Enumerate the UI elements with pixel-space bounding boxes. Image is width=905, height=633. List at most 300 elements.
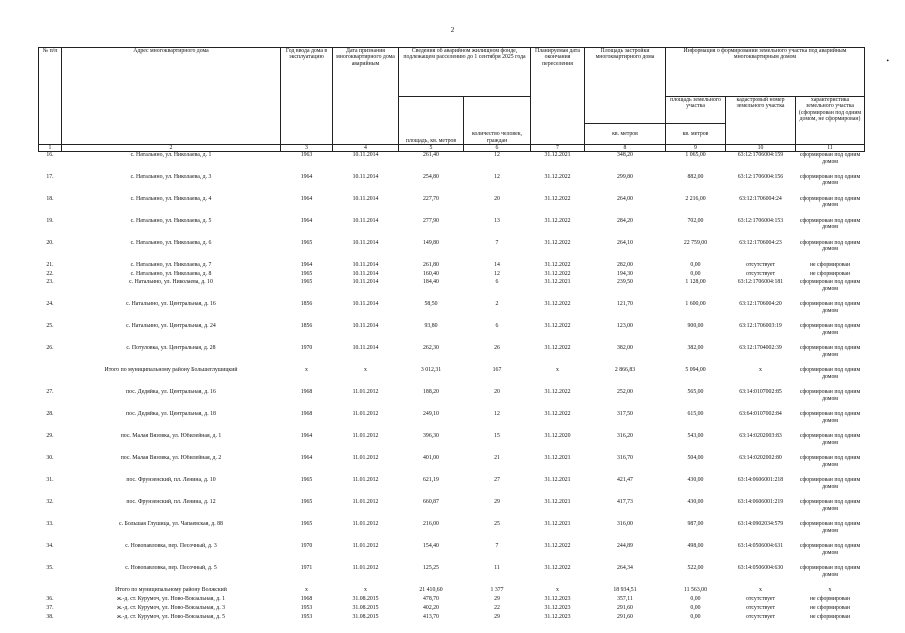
year-cell: 1964 [300,433,313,440]
address-cell: пос. Малая Вязовка, ул. Юбилейная, д. 1 [120,433,222,440]
address-cell: Итого по муниципальному району Большеглушицкий [104,367,238,374]
year-cell: 1953 [300,613,313,620]
land-area-cell: 702,00 [687,217,704,224]
table-row [39,196,865,218]
land-area-cell: 1 600,00 [685,301,706,308]
table-row [39,152,865,174]
row-number: 28. [46,411,54,418]
address-cell: пос. Малая Вязовка, ул. Юбилейная, д. 2 [120,455,222,462]
area-cell: 58,50 [424,301,438,308]
total-row [39,587,865,596]
area-cell: 261,40 [423,152,439,159]
year-cell: 1965 [300,279,313,286]
land-area-cell: 522,00 [687,565,704,572]
row-number: 26. [46,345,54,352]
cadastral-cell: отсутствует [746,596,775,603]
characteristic-cell: сформирован под одним домом [799,301,861,314]
corner-mark: • [886,57,889,65]
recognition-date-cell: 11.01.2012 [352,389,379,396]
table-row [39,345,865,367]
people-cell: 12 [494,152,500,159]
row-number: 33. [46,521,54,528]
table-row [39,605,865,614]
recognition-date-cell: 10.11.2014 [352,217,379,224]
row-number: 32. [46,499,54,506]
planned-date-cell: 31.12.2022 [544,173,571,180]
table-row [39,543,865,565]
row-number: 20. [46,239,54,246]
area-cell: 184,40 [423,279,439,286]
recognition-date-cell: 11.01.2012 [352,565,379,572]
land-area-cell: 543,00 [687,433,704,440]
area-cell: 413,70 [423,613,439,620]
table-body [39,152,865,623]
people-cell: 11 [494,565,500,572]
characteristic-cell: сформирован под одним домом [799,543,861,556]
land-area-cell: 615,00 [687,411,704,418]
people-cell: 20 [494,389,500,396]
build-area-cell: 121,70 [617,301,633,308]
row-number: 19. [46,217,54,224]
land-area-cell: 430,00 [687,499,704,506]
address-cell: ж.-д. ст. Курумоч, ул. Ново-Вокзальная, д. 3 [117,604,225,611]
planned-date-cell: 31.12.2022 [544,261,571,268]
characteristic-cell: не сформирован [809,604,851,611]
characteristic-cell: сформирован под одним домом [799,389,861,402]
header-area: площадь, кв. метров [399,97,464,145]
header-characteristic: характеристика земельного участка (сформирован под одним домом, не сформирован) [796,97,865,145]
year-cell: 1953 [300,604,313,611]
planned-date-cell: 31.12.2023 [544,613,571,620]
col-number: 7 [531,145,585,152]
area-cell: 621,19 [423,477,439,484]
land-area-cell: 565,00 [687,389,704,396]
area-cell: 154,40 [423,543,439,550]
table-row [39,499,865,521]
col-number: 5 [399,145,464,152]
year-cell: 1964 [300,217,313,224]
build-area-cell: 244,89 [617,543,633,550]
characteristic-cell: сформирован под одним домом [799,367,861,380]
year-cell: x [305,367,308,374]
address-cell: с. Новопавловка, пер. Песочный, д. 5 [125,565,217,572]
header-emergency-info: Сведения об аварийном жилищном фонде, подлежащем расселению до 1 сентября 2025 года [399,48,531,97]
address-cell: с. Натальино, ул. Николаева, д. 10 [129,279,213,286]
recognition-date-cell: 10.11.2014 [352,301,379,308]
land-area-cell: 498,00 [687,543,704,550]
year-cell: 1965 [300,521,313,528]
build-area-cell: 284,20 [617,217,633,224]
cadastral-cell: 63:64:0107002:84 [739,411,782,418]
people-cell: 29 [494,596,500,603]
header-address: Адрес многоквартирного дома [62,48,281,145]
land-area-cell: 882,00 [687,173,704,180]
row-number: 36. [46,596,54,603]
total-row [39,367,865,389]
people-cell: 12 [494,173,500,180]
planned-date-cell: 31.12.2021 [544,477,571,484]
build-area-cell: 382,00 [617,345,633,352]
cadastral-cell: 63:14:0902034:579 [737,521,784,528]
planned-date-cell: 31.12.2021 [544,521,571,528]
people-cell: 29 [494,499,500,506]
recognition-date-cell: 11.01.2012 [352,477,379,484]
area-cell: 149,80 [423,239,439,246]
col-number: 8 [585,145,666,152]
address-cell: с. Натальино, ул. Николаева, д. 5 [130,217,212,224]
build-area-cell: 2 866,83 [614,367,636,374]
planned-date-cell: 31.12.2020 [544,433,571,440]
characteristic-cell: сформирован под одним домом [799,152,861,165]
planned-date-cell: 31.12.2022 [544,543,571,550]
table-row [39,389,865,411]
row-number: 38. [46,613,54,620]
recognition-date-cell: 10.11.2014 [352,345,379,352]
characteristic-cell: сформирован под одним домом [799,455,861,468]
cadastral-cell: 63:12:1706003:19 [739,323,782,330]
cadastral-cell: x [759,587,762,594]
characteristic-cell: сформирован под одним домом [799,217,861,231]
row-number: 16. [46,152,54,159]
header-build-area: Площадь застройки многоквартирного дома [585,48,666,124]
cadastral-cell: отсутствует [746,604,775,611]
recognition-date-cell: 11.01.2012 [352,411,379,418]
cadastral-cell: 63:12:1706004:24 [739,195,782,202]
characteristic-cell: сформирован под одним домом [799,279,861,292]
area-cell: 660,87 [423,499,439,506]
recognition-date-cell: 11.01.2012 [352,543,379,550]
people-cell: 15 [494,433,500,440]
people-cell: 12 [494,411,500,418]
address-cell: с. Натальино, ул. Николаева, д. 3 [130,173,212,180]
build-area-cell: 282,00 [617,261,633,268]
build-area-cell: 291,60 [617,613,633,620]
year-cell: 1964 [300,261,313,268]
people-cell: 6 [495,279,499,286]
recognition-date-cell: 31.08.2015 [352,613,379,620]
land-area-cell: 0,00 [690,604,701,611]
address-cell: с. Натальино, ул. Николаева, д. 1 [130,152,212,159]
header-land-info: Информация о формировании земельного участка под аварийным многоквартирным домом [666,48,865,97]
build-area-cell: 357,11 [617,596,633,603]
area-cell: 227,70 [423,195,439,202]
header-recognition-date: Дата признания многоквартирного дома аварийным [333,48,399,145]
row-number [39,367,62,389]
cadastral-cell: 63:14:0202003:83 [739,433,782,440]
table-row [39,455,865,477]
year-cell: 1965 [300,239,313,246]
address-cell: с. Натальино, ул. Николаева, д. 8 [130,270,212,277]
characteristic-cell: сформирован под одним домом [799,499,861,512]
area-cell: 249,10 [423,411,439,418]
land-area-cell: 0,00 [690,613,701,620]
build-area-cell: 421,47 [617,477,633,484]
land-area-cell: 0,00 [690,270,701,277]
address-cell: пос. Фрунзенский, пл. Ленина, д. 12 [126,499,216,506]
year-cell: 1963 [300,152,313,159]
address-cell: с. Натальино, ул. Николаева, д. 7 [130,261,212,268]
build-area-cell: 264,00 [617,195,633,202]
build-area-cell: 299,80 [617,173,633,180]
area-cell: 21 410,60 [419,587,443,594]
people-cell: 14 [494,261,500,268]
build-area-cell: 291,60 [617,604,633,611]
land-area-cell: 1 128,00 [685,279,706,286]
table-row [39,279,865,301]
header-land-area-unit: кв. метров [666,124,726,145]
cadastral-cell: 63:14:0506004:631 [737,543,784,550]
people-cell: 7 [495,239,499,246]
characteristic-cell: сформирован под одним домом [799,239,861,253]
people-cell: 26 [494,345,500,352]
header-people: количество человек, граждан [464,97,531,145]
table-row [39,614,865,623]
table-row [39,477,865,499]
land-area-cell: 987,00 [687,521,704,528]
address-cell: пос. Дедяйка, ул. Центральная, д. 16 [126,389,216,396]
planned-date-cell: 31.12.2022 [544,239,571,246]
table-row [39,596,865,605]
table-row [39,323,865,345]
header-num: № п/п [39,48,62,145]
people-cell: 6 [495,323,499,330]
planned-date-cell: 31.12.2022 [544,301,571,308]
build-area-cell: 316,00 [617,521,633,528]
planned-date-cell: x [556,587,559,594]
year-cell: 1968 [300,411,313,418]
people-cell: 12 [494,270,500,277]
cadastral-cell: 63:12:1706004:23 [739,239,782,246]
land-area-cell: 0,00 [690,261,701,268]
address-cell: пос. Фрунзенский, пл. Ленина, д. 10 [126,477,216,484]
people-cell: 27 [494,477,500,484]
year-cell: 1964 [300,195,313,202]
year-cell: 1965 [300,477,313,484]
recognition-date-cell: 10.11.2014 [352,173,379,180]
people-cell: 25 [494,521,500,528]
cadastral-cell: 63:12:1704002:39 [739,345,782,352]
row-number: 24. [46,301,54,308]
land-area-cell: 382,00 [687,345,704,352]
recognition-date-cell: 10.11.2014 [352,270,379,277]
table-row [39,301,865,323]
build-area-cell: 264,10 [617,239,633,246]
recognition-date-cell: x [364,367,367,374]
area-cell: 160,40 [423,270,439,277]
area-cell: 3 012,31 [420,367,442,374]
table-row [39,262,865,271]
land-area-cell: 0,00 [690,596,701,603]
characteristic-cell: сформирован под одним домом [799,433,861,446]
recognition-date-cell: 10.11.2014 [352,239,379,246]
planned-date-cell: 31.12.2021 [544,152,571,159]
cadastral-cell: 63:12:1706004:20 [739,301,782,308]
characteristic-cell: сформирован под одним домом [799,521,861,534]
table-row [39,521,865,543]
build-area-cell: 252,00 [617,389,633,396]
year-cell: 1856 [300,301,313,308]
characteristic-cell: сформирован под одним домом [799,323,861,336]
cadastral-cell: 63:12:1706004:153 [737,217,784,224]
planned-date-cell: 31.12.2022 [544,411,571,418]
land-area-cell: 1 065,00 [685,152,706,159]
address-cell: пос. Дедяйка, ул. Центральная, д. 18 [126,411,216,418]
recognition-date-cell: 31.08.2015 [352,596,379,603]
col-number: 9 [666,145,726,152]
address-cell: с. Большая Глушица, ул. Чапаевская, д. 88 [119,521,223,528]
area-cell: 93,80 [424,323,438,330]
people-cell: 1 377 [490,587,504,594]
address-cell: Итого по муниципальному району Волжский [115,587,227,594]
header-planned-date: Планируемая дата окончания переселения [531,48,585,145]
build-area-cell: 123,00 [617,323,633,330]
planned-date-cell: 31.12.2022 [544,323,571,330]
header-build-area-unit: кв. метров [585,124,666,145]
recognition-date-cell: 11.01.2012 [352,433,379,440]
people-cell: 167 [492,367,502,374]
planned-date-cell: 31.12.2022 [544,389,571,396]
year-cell: 1970 [300,345,313,352]
area-cell: 125,25 [423,565,439,572]
planned-date-cell: 31.12.2023 [544,604,571,611]
table-row [39,433,865,455]
build-area-cell: 18 934,51 [613,587,637,594]
land-area-cell: 430,00 [687,477,704,484]
row-number [39,587,62,596]
people-cell: 22 [494,604,500,611]
characteristic-cell: сформирован под одним домом [799,345,861,358]
col-number: 2 [62,145,281,152]
col-number: 6 [464,145,531,152]
land-area-cell: 2 216,00 [685,195,706,202]
table-row [39,271,865,280]
characteristic-cell: сформирован под одним домом [799,195,861,209]
recognition-date-cell: 11.01.2012 [352,499,379,506]
land-area-cell: 22 759,00 [683,239,708,246]
year-cell: 1965 [300,270,313,277]
table-row [39,565,865,587]
area-cell: 216,00 [423,521,439,528]
row-number: 22. [46,270,54,277]
planned-date-cell: 31.12.2023 [544,596,571,603]
cadastral-cell: отсутствует [746,270,775,277]
cadastral-cell: 63:14:0202002:80 [739,455,782,462]
build-area-cell: 264,34 [617,565,633,572]
address-cell: с. Натальино, ул. Центральная, д. 16 [126,301,216,308]
land-area-cell: 900,00 [687,323,704,330]
year-cell: 1970 [300,543,313,550]
row-number: 37. [46,604,54,611]
area-cell: 261,80 [423,261,439,268]
address-cell: с. Потуловка, ул. Центральная, д. 28 [126,345,216,352]
planned-date-cell: 31.12.2022 [544,195,571,202]
planned-date-cell: 31.12.2022 [544,270,571,277]
cadastral-cell: 63:12:1706004:156 [737,173,784,180]
col-number: 4 [333,145,399,152]
address-cell: с. Натальино, ул. Николаева, д. 6 [130,239,212,246]
cadastral-cell: отсутствует [746,261,775,268]
recognition-date-cell: 10.11.2014 [352,323,379,330]
year-cell: 1965 [300,499,313,506]
cadastral-cell: 63:12:1706004:159 [737,152,784,159]
planned-date-cell: 31.12.2021 [544,499,571,506]
cadastral-cell: 63:14:0606001:218 [737,477,784,484]
cadastral-cell: отсутствует [746,613,775,620]
table-row [39,240,865,262]
address-cell: с. Натальино, ул. Центральная, д. 24 [126,323,216,330]
address-cell: с. Новопавловка, пер. Песочный, д. 3 [125,543,217,550]
characteristic-cell: не сформирован [809,261,851,268]
row-number: 23. [46,279,54,286]
area-cell: 478,70 [423,596,439,603]
area-cell: 262,30 [423,345,439,352]
build-area-cell: 316,70 [617,455,633,462]
year-cell: 1964 [300,173,313,180]
build-area-cell: 239,50 [617,279,633,286]
page-number: 2 [450,26,455,34]
people-cell: 2 [495,301,499,308]
table-row [39,411,865,433]
cadastral-cell: 63:14:0506004:630 [737,565,784,572]
area-cell: 402,20 [423,604,439,611]
year-cell: 1971 [300,565,313,572]
row-number: 34. [46,543,54,550]
characteristic-cell: не сформирован [809,596,851,603]
housing-table [38,47,865,623]
land-area-cell: 504,00 [687,455,704,462]
row-number: 18. [46,195,54,202]
table-header [39,48,865,152]
land-area-cell: 5 094,00 [685,367,706,374]
year-cell: x [305,587,308,594]
planned-date-cell: 31.12.2021 [544,455,571,462]
area-cell: 254,80 [423,173,439,180]
col-number: 3 [281,145,333,152]
people-cell: 21 [494,455,500,462]
address-cell: ж.-д. ст. Курумоч, ул. Ново-Вокзальная, д. 5 [117,613,225,620]
cadastral-cell: 63:14:0606001:219 [737,499,784,506]
build-area-cell: 417,73 [617,499,633,506]
planned-date-cell: 31.12.2022 [544,565,571,572]
header-year: Год ввода дома в эксплуатацию [281,48,333,145]
recognition-date-cell: 11.01.2012 [352,521,379,528]
row-number: 25. [46,323,54,330]
table-row [39,174,865,196]
area-cell: 277,90 [423,217,439,224]
characteristic-cell: не сформирован [809,613,851,620]
header-cadastral: кадастровый номер земельного участка [726,97,796,145]
people-cell: 13 [494,217,500,224]
characteristic-cell: сформирован под одним домом [799,565,861,578]
characteristic-cell: сформирован под одним домом [799,173,861,187]
build-area-cell: 194,30 [617,270,633,277]
characteristic-cell: сформирован под одним домом [799,411,861,424]
col-number: 1 [39,145,62,152]
characteristic-cell: не сформирован [809,270,851,277]
row-number: 29. [46,433,54,440]
planned-date-cell: 31.12.2022 [544,217,571,224]
year-cell: 1964 [300,455,313,462]
address-cell: ж.-д. ст. Курумоч, ул. Ново-Вокзальная, д. 1 [117,596,225,603]
year-cell: 1856 [300,323,313,330]
row-number: 35. [46,565,54,572]
build-area-cell: 348,20 [617,152,633,159]
row-number: 17. [46,173,54,180]
people-cell: 7 [495,543,499,550]
col-number: 10 [726,145,796,152]
land-area-cell: 11 563,00 [684,587,707,594]
recognition-date-cell: 11.01.2012 [352,455,379,462]
